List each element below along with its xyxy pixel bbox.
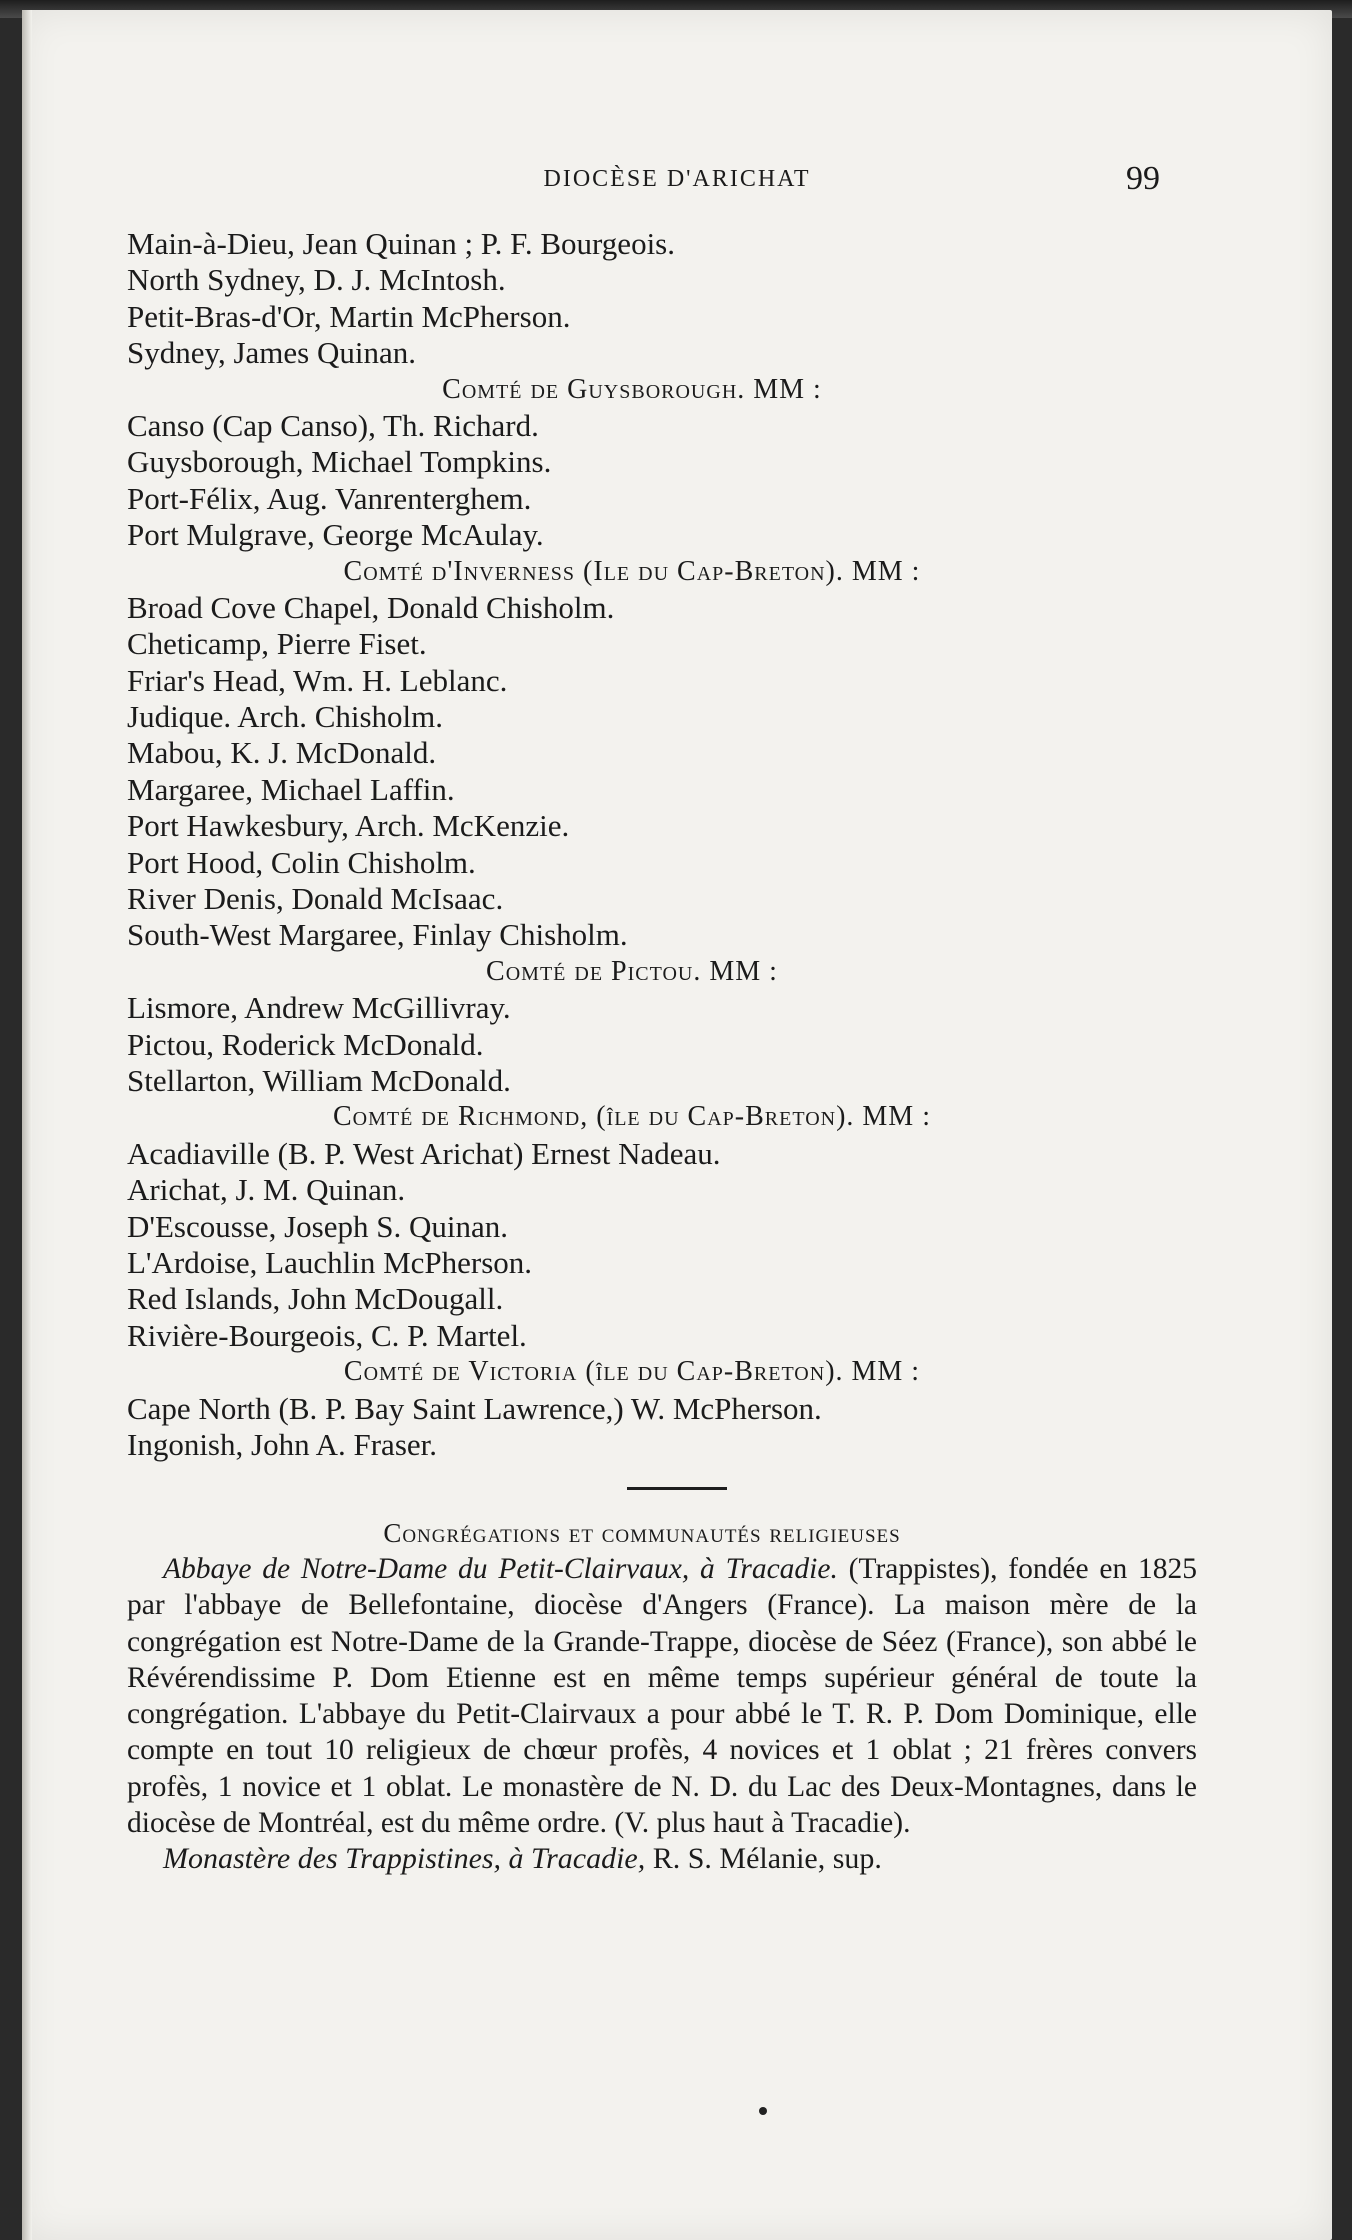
running-head: DIOCÈSE D'ARICHAT [543,166,811,192]
county-heading: Comté de Richmond, (île du Cap-Breton). MM : [333,1101,931,1133]
county-heading: Comté de Guysborough. MM : [442,373,822,405]
parish-entry: Petit-Bras-d'Or, Martin McPherson. [127,298,571,334]
parish-entry: Cheticamp, Pierre Fiset. [127,626,427,662]
parish-entry: L'Ardoise, Lauchlin McPherson. [127,1244,533,1280]
parish-entry: Lismore, Andrew McGillivray. [127,990,511,1026]
parish-entry: Pictou, Roderick McDonald. [127,1026,484,1062]
parish-group-guysborough [127,372,1197,554]
parish-entry: Port Mulgrave, George McAulay. [127,517,544,553]
page-gutter [22,10,32,2240]
parish-entry: Stellarton, William McDonald. [127,1062,511,1098]
parish-entry: North Sydney, D. J. McIntosh. [127,262,506,298]
parish-entry: Ingonish, John A. Fraser. [127,1426,437,1462]
congregations-section [127,1515,1197,1877]
printer-mark [759,2107,767,2115]
abbey-paragraph [127,1551,1197,1841]
parish-entry: Port-Félix, Aug. Vanrenterghem. [127,480,532,516]
parish-entry: Margaree, Michael Laffin. [127,771,455,807]
parish-entry: Broad Cove Chapel, Donald Chisholm. [127,589,615,625]
section-title: Congrégations et communautés religieuses [383,1518,901,1549]
section-divider [127,1463,1197,1515]
parish-entry: Sydney, James Quinan. [127,335,417,371]
page-number: 99 [1126,160,1160,197]
parish-group-inverness [127,554,1197,954]
parish-entry: Mabou, K. J. McDonald. [127,735,437,771]
parish-entry: Guysborough, Michael Tompkins. [127,444,552,480]
parish-entry: Friar's Head, Wm. H. Leblanc. [127,662,508,698]
parish-entry: Port Hood, Colin Chisholm. [127,844,476,880]
divider-rule [627,1487,727,1490]
county-heading: Comté d'Inverness (Ile du Cap-Breton). MM : [343,555,921,587]
parish-entry: D'Escousse, Joseph S. Quinan. [127,1208,509,1244]
parish-entry: River Denis, Donald McIsaac. [127,881,504,917]
parish-group-pictou [127,954,1197,1100]
parish-entry: Acadiaville (B. P. West Arichat) Ernest Nadeau. [127,1135,721,1171]
page-content [127,226,1197,1877]
county-heading: Comté de Victoria (île du Cap-Breton). MM : [343,1356,921,1388]
monastery-paragraph [127,1841,1197,1877]
parish-entry: Main-à-Dieu, Jean Quinan ; P. F. Bourgeois. [127,226,675,261]
parish-entry: Cape North (B. P. Bay Saint Lawrence,) W. McPherson. [127,1390,822,1426]
parish-entry: Red Islands, John McDougall. [127,1281,504,1317]
parish-group-victoria [127,1354,1197,1463]
parish-entry: Judique. Arch. Chisholm. [127,699,444,735]
book-page [22,10,1332,2240]
parish-entry: Port Hawkesbury, Arch. McKenzie. [127,808,570,844]
monastery-superior: R. S. Mélanie, sup. [645,1841,882,1875]
page-header [22,160,1332,200]
county-heading: Comté de Pictou. MM : [486,955,778,987]
parish-entry: Canso (Cap Canso), Th. Richard. [127,407,539,443]
parish-entry: South-West Margaree, Finlay Chisholm. [127,917,628,953]
abbey-name: Abbaye de Notre-Dame du Petit-Clairvaux, à Tracadie. [163,1553,838,1586]
parish-entry: Arichat, J. M. Quinan. [127,1172,406,1208]
parish-entry: Rivière-Bourgeois, C. P. Martel. [127,1317,527,1353]
abbey-description: (Trappistes), fondée en 1825 par l'abbaye de Bellefontaine, diocèse d'Angers (France). La maison mère de la congrégation est Notre-Dame de la Grande-Trappe, diocèse de Séez (France), son abbé le Révérendissime P. Dom Etienne est en même temps supérieur général de toute la congrégation. L'abbaye du Petit-Clairvaux a pour abbé le T. R. P. Dom Dominique, elle compte en tout 10 religieux de chœur profès, 4 novices et 1 oblat ; 21 frères convers profès, 1 novice et 1 oblat. Le monastère de N. D. du Lac des Deux-Montagnes, dans le diocèse de Montréal, est du même ordre. (V. plus haut à Tracadie). [127,1553,1197,1839]
parish-group-richmond [127,1099,1197,1354]
monastery-name: Monastère des Trappistines, à Tracadie, [163,1841,646,1875]
parish-group-cape-breton [127,226,1197,372]
